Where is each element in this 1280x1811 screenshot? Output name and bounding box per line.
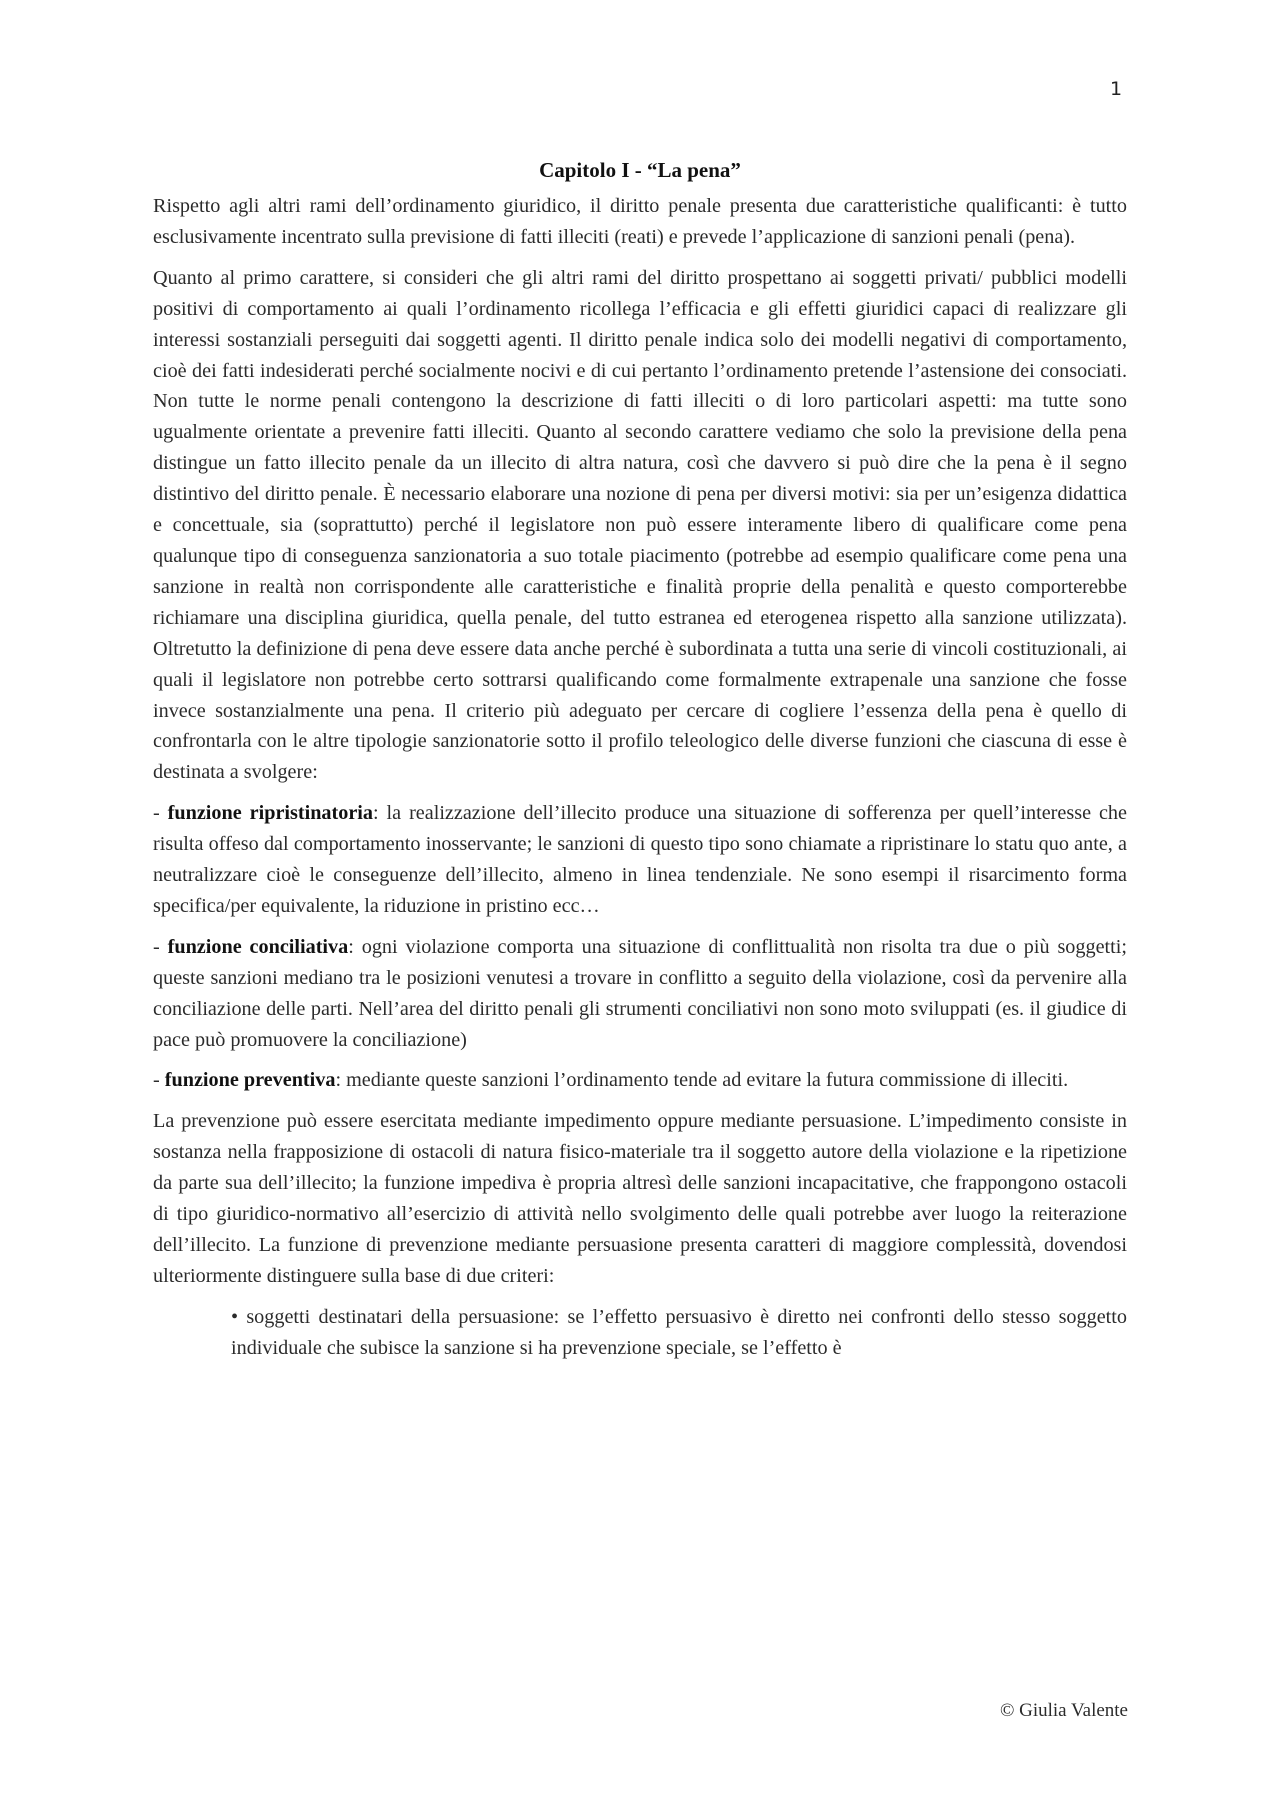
function-term: funzione conciliativa — [167, 935, 349, 958]
function-text: : mediante queste sanzioni l’ordinamento tende ad evitare la futura commissione di illeciti. — [335, 1069, 1069, 1092]
paragraph-first-character: Quanto al primo carattere, si consideri che gli altri rami del diritto prospettano ai soggetti privati/ pubblici modelli positivi di comportamento ai quali l’ordinamento ricollega l’efficacia e gli effetti giuridici capaci di realizzare gli interessi sostanziali perseguiti dai soggetti agenti. Il diritto penale indica solo dei modelli negativi di comportamento, cioè dei fatti indesiderati perché socialmente nocivi e di cui pertanto l’ordinamento pretende l’astensione dei consociati. Non tutte le norme penali contengono la descrizione di fatti illeciti o di loro particolari aspetti: ma tutte sono ugualmente orientate a prevenire fatti illeciti. Quanto al secondo carattere vediamo che solo la previsione della pena distingue un fatto illecito penale da un illecito di altra natura, così che davvero si può dire che la pena è il segno distintivo del diritto penale. È necessario elaborare una nozione di pena per diversi motivi: sia per un’esigenza didattica e concettuale, sia (soprattutto) perché il legislatore non può essere interamente libero di qualificare come pena qualunque tipo di conseguenza sanzionatoria a suo totale piacimento (potrebbe ad esempio qualificare come pena una sanzione in realtà non corrispondente alle caratteristiche e finalità proprie della penalità e questo comporterebbe richiamare una disciplina giuridica, quella penale, del tutto estranea ed eterogenea rispetto alla sanzione utilizzata). Oltretutto la definizione di pena deve essere data anche perché è subordinata a tutta una serie di vincoli costituzionali, ai quali il legislatore non potrebbe certo sottrarsi qualificando come formalmente extrapenale una sanzione che fosse invece sostanzialmente una pena. Il criterio più adeguato per cercare di cogliere l’essenza della pena è quello di confrontarla con le altre tipologie sanzionatorie sotto il profilo teleologico delle diverse funzioni che ciascuna di esse è destinata a svolgere: — [153, 266, 1127, 784]
page-number: 1 — [1110, 78, 1123, 100]
function-preventiva — [153, 1065, 1127, 1096]
function-ripristinatoria — [153, 798, 1127, 922]
function-prefix: - — [153, 802, 168, 825]
function-prefix: - — [153, 935, 168, 958]
paragraph-prevention: La prevenzione può essere esercitata mediante impedimento oppure mediante persuasione. L’impedimento consiste in sostanza nella frapposizione di ostacoli di natura fisico-materiale tra il soggetto autore della violazione e la ripetizione da parte sua dell’illecito; la funzione impediva è propria altresì delle sanzioni incapacitative, che frappongono ostacoli di tipo giuridico-normativo all’esercizio di attività nello svolgimento delle quali potrebbe aver luogo la reiterazione dell’illecito. La funzione di prevenzione mediante persuasione presenta caratteri di maggiore complessità, dovendosi ulteriormente distinguere sulla base di due criteri: — [153, 1110, 1127, 1287]
function-conciliativa — [153, 932, 1127, 1056]
chapter-title: Capitolo I - “La pena” — [539, 158, 741, 182]
function-text: : la realizzazione dell’illecito produce una situazione di sofferenza per quell’interesse che risulta offeso dal comportamento inosservante; le sanzioni di questo tipo sono chiamate a ripristinare lo statu quo ante, a neutralizzare cioè le conseguenze dell’illecito, almeno in linea tendenziale. Ne sono esempi il risarcimento forma specifica/per equivalente, la riduzione in pristino ecc… — [153, 802, 1127, 917]
function-term: funzione ripristinatoria — [167, 802, 373, 825]
paragraph-intro: Rispetto agli altri rami dell’ordinamento giuridico, il diritto penale presenta due caratteristiche qualificanti: è tutto esclusivamente incentrato sulla previsione di fatti illeciti (reati) e prevede l’applicazione di sanzioni penali (pena). — [153, 195, 1127, 248]
document-body — [153, 155, 1127, 1374]
function-term: funzione preventiva — [164, 1069, 336, 1092]
bullet-item: • soggetti destinatari della persuasione: se l’effetto persuasivo è diretto nei confronti dello stesso soggetto individuale che subisce la sanzione si ha prevenzione speciale, se l’effetto è — [231, 1305, 1127, 1359]
function-prefix: - — [153, 1069, 165, 1092]
footer-copyright: © Giulia Valente — [999, 1700, 1128, 1721]
function-text: : ogni violazione comporta una situazione di conflittualità non risolta tra due o più soggetti; queste sanzioni mediano tra le posizioni venutesi a trovare in conflitto a seguito della violazione, così da pervenire alla conciliazione delle parti. Nell’area del diritto penali gli strumenti conciliativi non sono moto sviluppati (es. il giudice di pace può promuovere la conciliazione) — [153, 935, 1127, 1051]
